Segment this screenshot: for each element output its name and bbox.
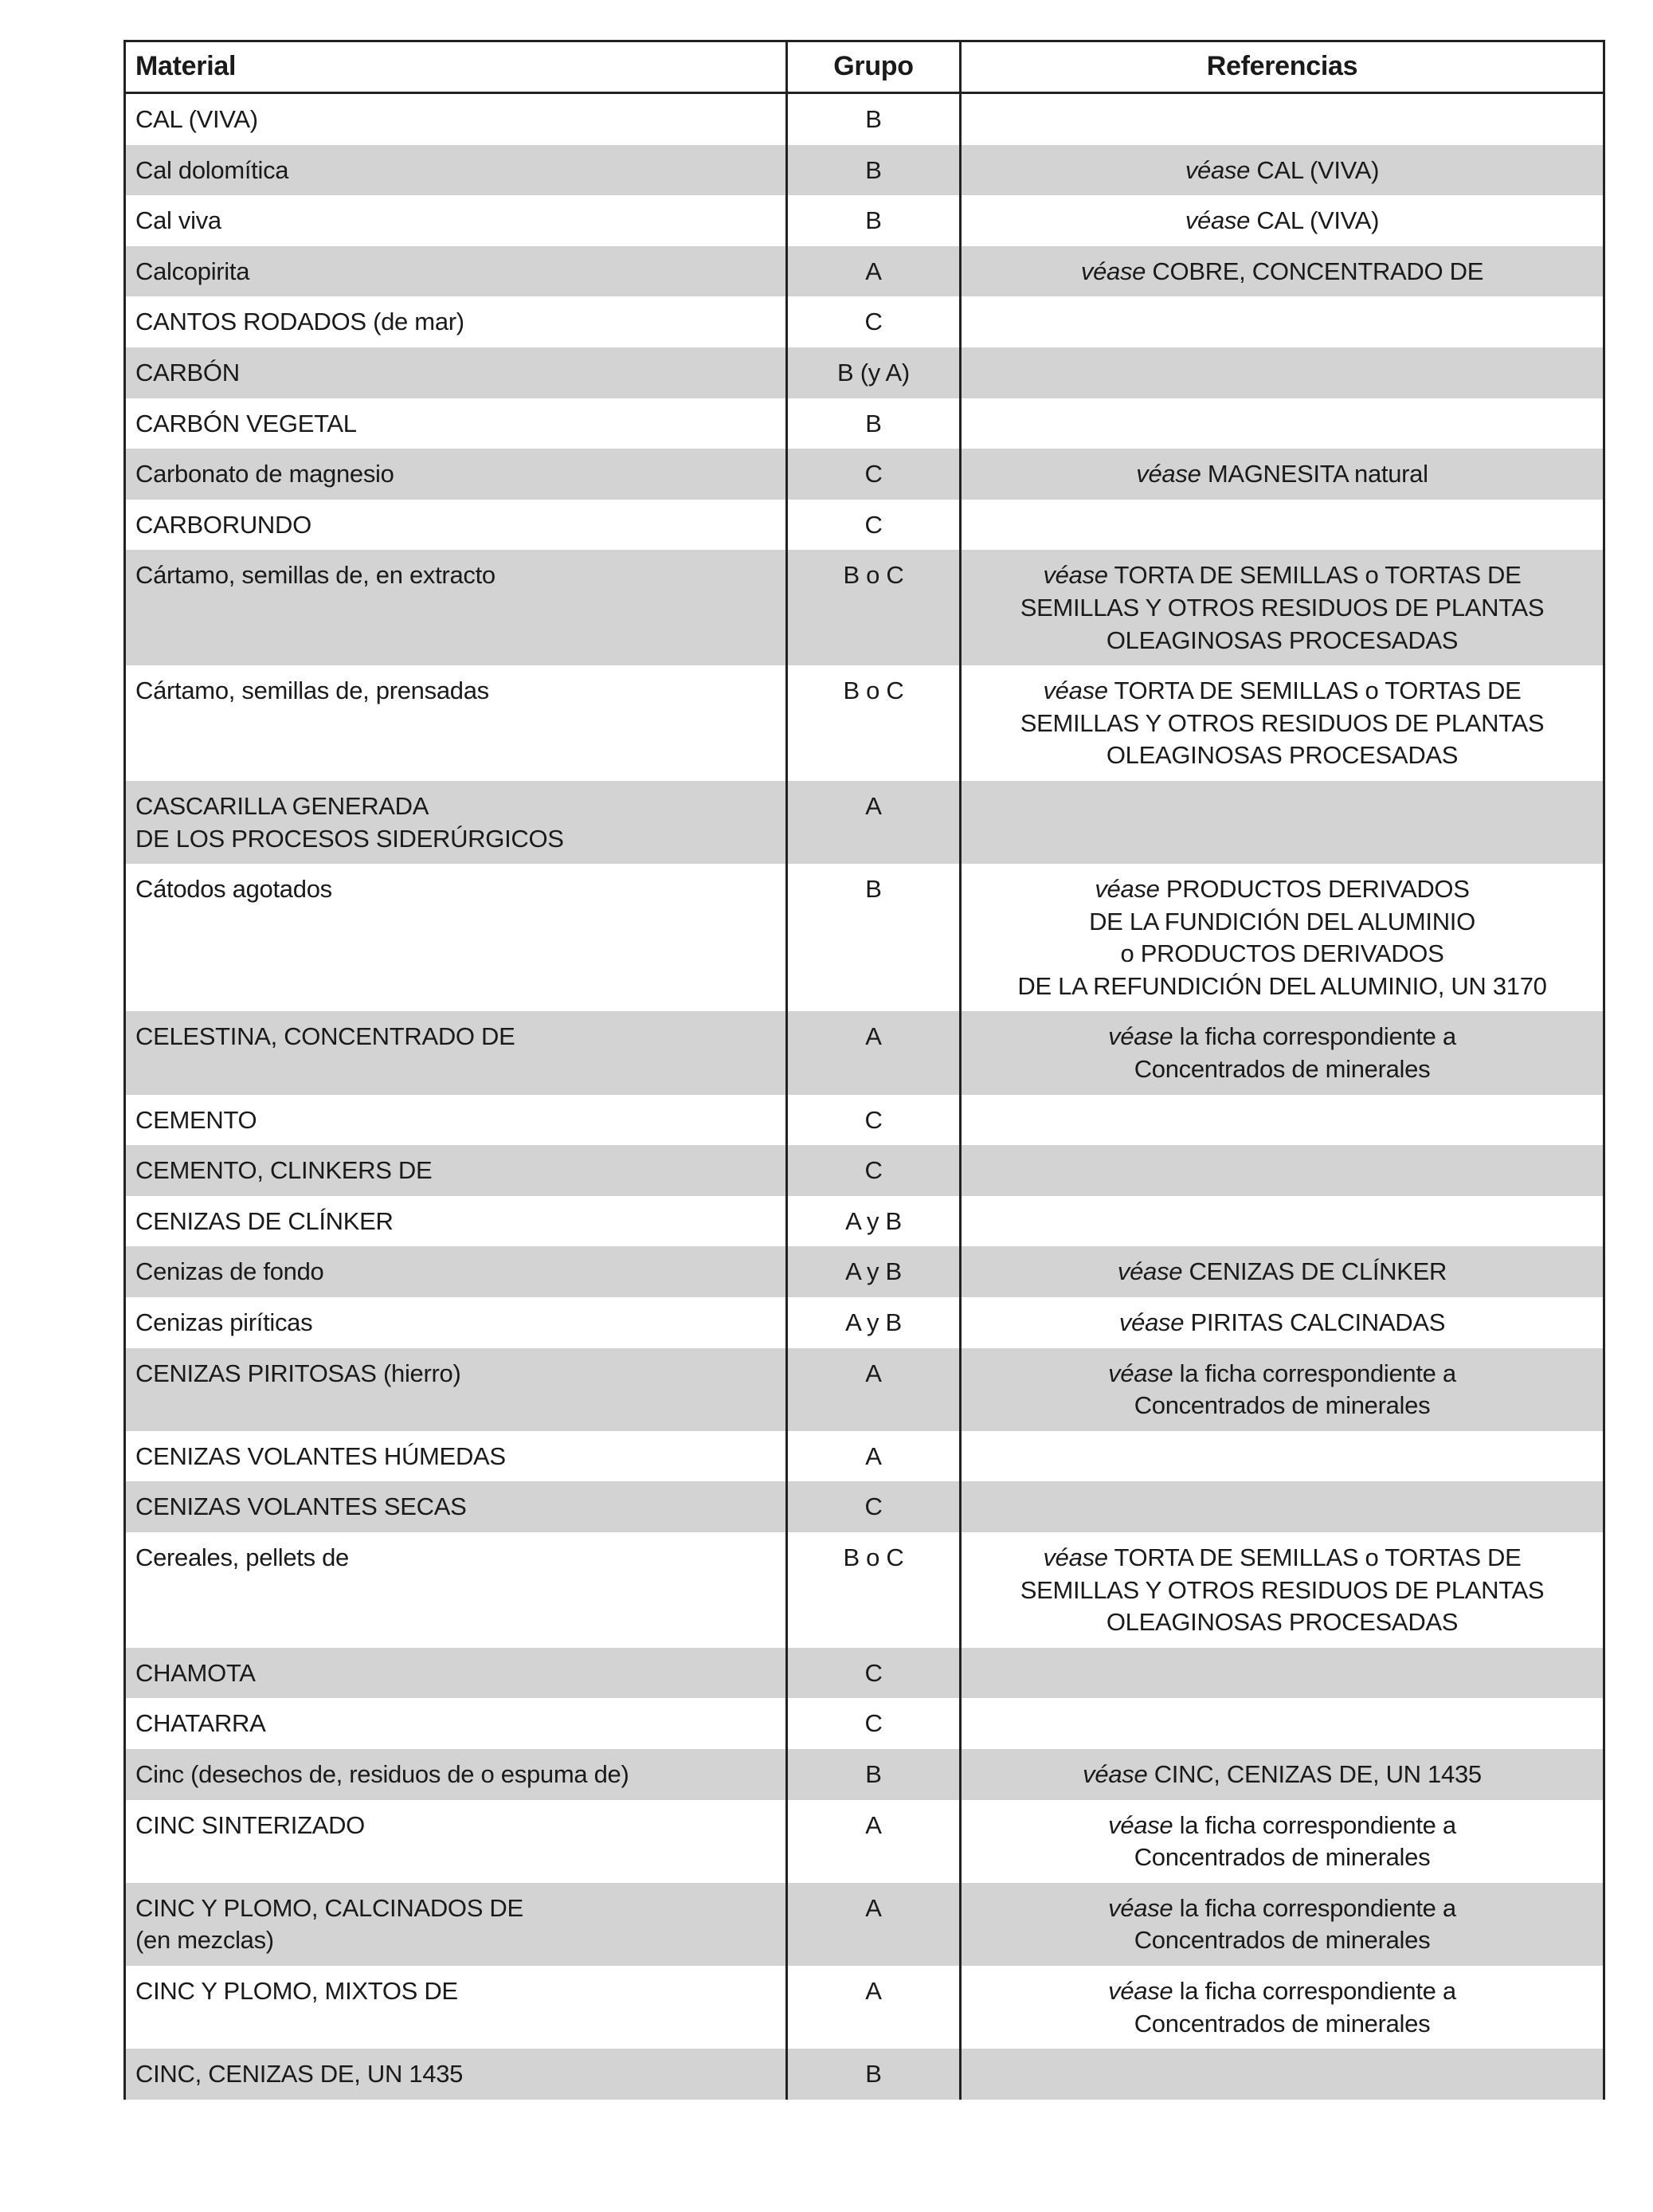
grupo-cell: B (y A) <box>787 347 961 398</box>
grupo-cell: A <box>787 1800 961 1883</box>
table-row <box>125 665 1604 781</box>
reference-text: TORTA DE SEMILLAS o TORTAS DE SEMILLAS Y OTROS RESIDUOS DE PLANTAS OLEAGINOSAS PROCESADAS <box>1020 561 1545 654</box>
table-row <box>125 1011 1604 1094</box>
material-cell: Cenizas piríticas <box>125 1297 787 1348</box>
material-cell: Calcopirita <box>125 246 787 297</box>
grupo-cell: C <box>787 1698 961 1749</box>
vease-label: véase <box>1108 1810 1173 1839</box>
grupo-cell: B o C <box>787 665 961 781</box>
material-cell: Cal viva <box>125 195 787 246</box>
material-cell: CARBÓN <box>125 347 787 398</box>
table-row <box>125 1648 1604 1699</box>
table-row <box>125 296 1604 347</box>
table-row <box>125 1348 1604 1431</box>
vease-label: véase <box>1118 1308 1185 1337</box>
header-grupo: Grupo <box>787 41 961 93</box>
referencias-cell <box>961 1431 1604 1482</box>
vease-label: véase <box>1117 1257 1183 1286</box>
grupo-cell: A y B <box>787 1297 961 1348</box>
material-cell: CARBORUNDO <box>125 500 787 551</box>
referencias-cell <box>961 1145 1604 1196</box>
material-cell: CINC SINTERIZADO <box>125 1800 787 1883</box>
material-cell: Cártamo, semillas de, en extracto <box>125 550 787 665</box>
vease-label: véase <box>1108 1976 1173 2005</box>
reference-text: la ficha correspondiente a Concentrados de minerales <box>1134 1976 1456 2037</box>
grupo-cell: B <box>787 1749 961 1800</box>
referencias-cell <box>961 1966 1604 2049</box>
grupo-cell: C <box>787 1145 961 1196</box>
table-body <box>125 93 1604 2100</box>
referencias-cell <box>961 195 1604 246</box>
table-row <box>125 195 1604 246</box>
material-cell: CINC, CENIZAS DE, UN 1435 <box>125 2049 787 2100</box>
material-cell: CEMENTO <box>125 1095 787 1146</box>
table-row <box>125 1145 1604 1196</box>
header-referencias: Referencias <box>961 41 1604 93</box>
table-row <box>125 1966 1604 2049</box>
table-row <box>125 1481 1604 1532</box>
material-cell: Cinc (desechos de, residuos de o espuma de) <box>125 1749 787 1800</box>
reference-text: TORTA DE SEMILLAS o TORTAS DE SEMILLAS Y OTROS RESIDUOS DE PLANTAS OLEAGINOSAS PROCESADAS <box>1020 1543 1545 1637</box>
referencias-cell <box>961 1348 1604 1431</box>
vease-label: véase <box>1136 460 1201 488</box>
grupo-cell: B <box>787 145 961 196</box>
referencias-cell <box>961 93 1604 145</box>
grupo-cell: B <box>787 93 961 145</box>
table-row <box>125 864 1604 1011</box>
referencias-cell <box>961 1698 1604 1749</box>
reference-text: la ficha correspondiente a Concentrados de minerales <box>1134 1359 1456 1420</box>
vease-label: véase <box>1043 1543 1108 1571</box>
material-cell: Carbonato de magnesio <box>125 449 787 500</box>
grupo-cell: C <box>787 296 961 347</box>
referencias-cell <box>961 665 1604 781</box>
table-row <box>125 1749 1604 1800</box>
header-material: Material <box>125 41 787 93</box>
referencias-cell <box>961 1246 1604 1297</box>
vease-label: véase <box>1095 875 1160 904</box>
vease-label: véase <box>1185 155 1251 184</box>
vease-label: véase <box>1108 1022 1173 1051</box>
vease-label: véase <box>1043 561 1108 590</box>
table-row <box>125 145 1604 196</box>
grupo-cell: A <box>787 781 961 864</box>
vease-label: véase <box>1083 1759 1148 1788</box>
vease-label: véase <box>1080 257 1146 285</box>
material-cell: CAL (VIVA) <box>125 93 787 145</box>
table-row <box>125 500 1604 551</box>
referencias-cell <box>961 347 1604 398</box>
reference-text: CAL (VIVA) <box>1250 155 1380 184</box>
grupo-cell: B <box>787 2049 961 2100</box>
table-row <box>125 1431 1604 1482</box>
material-cell: CENIZAS PIRITOSAS (hierro) <box>125 1348 787 1431</box>
referencias-cell <box>961 1011 1604 1094</box>
referencias-cell <box>961 145 1604 196</box>
table-row <box>125 1297 1604 1348</box>
referencias-cell <box>961 1481 1604 1532</box>
table-header-row <box>125 41 1604 93</box>
material-cell: CELESTINA, CONCENTRADO DE <box>125 1011 787 1094</box>
vease-label: véase <box>1108 1359 1173 1387</box>
vease-label: véase <box>1043 677 1108 705</box>
material-cell: CENIZAS VOLANTES HÚMEDAS <box>125 1431 787 1482</box>
referencias-cell <box>961 449 1604 500</box>
referencias-cell <box>961 1297 1604 1348</box>
table-row <box>125 1196 1604 1247</box>
table-row <box>125 1246 1604 1297</box>
grupo-cell: A y B <box>787 1246 961 1297</box>
material-cell: CASCARILLA GENERADA DE LOS PROCESOS SIDERÚRGICOS <box>125 781 787 864</box>
referencias-cell <box>961 398 1604 449</box>
table-row <box>125 347 1604 398</box>
grupo-cell: A <box>787 1431 961 1482</box>
grupo-cell: A <box>787 1348 961 1431</box>
grupo-cell: A y B <box>787 1196 961 1247</box>
grupo-cell: C <box>787 1648 961 1699</box>
material-cell: CINC Y PLOMO, CALCINADOS DE (en mezclas) <box>125 1883 787 1966</box>
referencias-cell <box>961 1532 1604 1648</box>
reference-text: PRODUCTOS DERIVADOS DE LA FUNDICIÓN DEL ALUMINIO o PRODUCTOS DERIVADOS DE LA REFUNDICIÓN DEL ALUMINIO, UN 3170 <box>1017 875 1547 1000</box>
material-cell: CHATARRA <box>125 1698 787 1749</box>
table-row <box>125 550 1604 665</box>
vease-label: véase <box>1185 206 1251 235</box>
material-cell: CANTOS RODADOS (de mar) <box>125 296 787 347</box>
grupo-cell: B o C <box>787 1532 961 1648</box>
reference-text: COBRE, CONCENTRADO DE <box>1146 257 1484 285</box>
reference-text: CINC, CENIZAS DE, UN 1435 <box>1147 1759 1482 1788</box>
material-cell: CINC Y PLOMO, MIXTOS DE <box>125 1966 787 2049</box>
table-row <box>125 93 1604 145</box>
grupo-cell: C <box>787 500 961 551</box>
reference-text: la ficha correspondiente a Concentrados de minerales <box>1134 1893 1456 1955</box>
referencias-cell <box>961 1749 1604 1800</box>
vease-label: véase <box>1108 1893 1173 1922</box>
referencias-cell <box>961 1883 1604 1966</box>
table-row <box>125 398 1604 449</box>
table-row <box>125 2049 1604 2100</box>
grupo-cell: C <box>787 449 961 500</box>
table-row <box>125 781 1604 864</box>
table-row <box>125 1095 1604 1146</box>
material-cell: Cal dolomítica <box>125 145 787 196</box>
material-cell: Cátodos agotados <box>125 864 787 1011</box>
grupo-cell: A <box>787 246 961 297</box>
referencias-cell <box>961 2049 1604 2100</box>
grupo-cell: B <box>787 864 961 1011</box>
table-row <box>125 1532 1604 1648</box>
table-row <box>125 246 1604 297</box>
referencias-cell <box>961 296 1604 347</box>
referencias-cell <box>961 1095 1604 1146</box>
table-row <box>125 1800 1604 1883</box>
grupo-cell: C <box>787 1481 961 1532</box>
reference-text: CENIZAS DE CLÍNKER <box>1182 1257 1447 1286</box>
reference-text: PIRITAS CALCINADAS <box>1184 1308 1446 1337</box>
reference-text: CAL (VIVA) <box>1250 206 1380 235</box>
material-cell: CARBÓN VEGETAL <box>125 398 787 449</box>
material-cell: CENIZAS VOLANTES SECAS <box>125 1481 787 1532</box>
materials-table <box>123 40 1605 2100</box>
material-cell: Cenizas de fondo <box>125 1246 787 1297</box>
material-cell: Cártamo, semillas de, prensadas <box>125 665 787 781</box>
grupo-cell: B <box>787 195 961 246</box>
grupo-cell: B <box>787 398 961 449</box>
grupo-cell: A <box>787 1966 961 2049</box>
referencias-cell <box>961 1800 1604 1883</box>
material-cell: CHAMOTA <box>125 1648 787 1699</box>
reference-text: la ficha correspondiente a Concentrados de minerales <box>1134 1810 1456 1872</box>
referencias-cell <box>961 550 1604 665</box>
referencias-cell <box>961 1196 1604 1247</box>
table-row <box>125 449 1604 500</box>
reference-text: la ficha correspondiente a Concentrados de minerales <box>1134 1022 1456 1084</box>
referencias-cell <box>961 864 1604 1011</box>
grupo-cell: C <box>787 1095 961 1146</box>
material-cell: Cereales, pellets de <box>125 1532 787 1648</box>
table-row <box>125 1883 1604 1966</box>
referencias-cell <box>961 781 1604 864</box>
material-cell: CEMENTO, CLINKERS DE <box>125 1145 787 1196</box>
grupo-cell: A <box>787 1011 961 1094</box>
referencias-cell <box>961 500 1604 551</box>
reference-text: TORTA DE SEMILLAS o TORTAS DE SEMILLAS Y OTROS RESIDUOS DE PLANTAS OLEAGINOSAS PROCESADAS <box>1020 677 1545 770</box>
grupo-cell: B o C <box>787 550 961 665</box>
reference-text: MAGNESITA natural <box>1201 460 1428 488</box>
referencias-cell <box>961 1648 1604 1699</box>
grupo-cell: A <box>787 1883 961 1966</box>
table-row <box>125 1698 1604 1749</box>
referencias-cell <box>961 246 1604 297</box>
material-cell: CENIZAS DE CLÍNKER <box>125 1196 787 1247</box>
